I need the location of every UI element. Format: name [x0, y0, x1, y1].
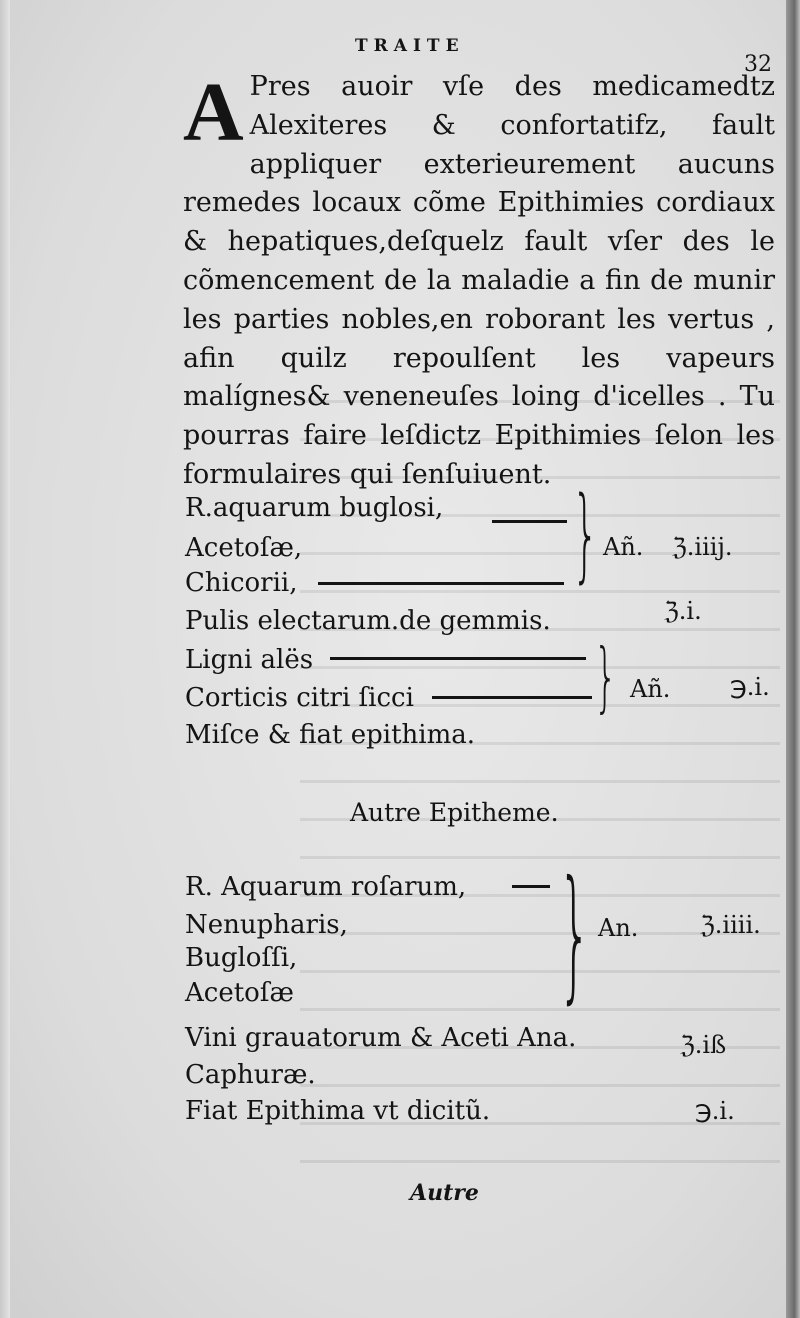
page-right-edge	[786, 0, 800, 1318]
recipe2-line-7: Fiat Epithima vt dicitũ.	[185, 1096, 491, 1126]
recipe2-rule-1	[512, 885, 550, 888]
recipe2-dose-vini: ℨ.iß	[680, 1031, 727, 1059]
recipe2-line-3: Bugloſſi,	[185, 943, 298, 973]
recipe1-rule-1	[492, 520, 567, 523]
recipe1-ana-2: Añ.	[630, 675, 671, 703]
recipe2-dose-1: ℨ.iiii.	[700, 911, 761, 939]
recipe2-ana: An.	[598, 914, 639, 942]
page-left-edge	[0, 0, 10, 1318]
recipe2-line-5: Vini grauatorum & Aceti Ana.	[185, 1023, 577, 1053]
recipe1-line-6: Corticis citri ſicci	[185, 683, 414, 713]
recipe1-line-7: Miſce & fiat epithima.	[185, 720, 476, 750]
recipe1-line-5: Ligni alës	[185, 645, 314, 675]
intro-text: Pres auoir vſe des medicamedtz Alexiteres & confortatifz, fault appliquer exterieurement aucuns remedes locaux cõme Epithimies cordiaux & hepatiques,deſquelz fault vſer des le cõmencement de la maladie a fin de munir les parties nobles,en roborant les vertus , afin quilz repoulſent les vapeurs malígnes& veneneuſes loing d'icelles . Tu pourras faire leſdictz Epithimies ſelon les formulaires qui ſenſuiuent.	[183, 71, 775, 490]
running-title: TRAITE	[355, 36, 465, 56]
recipe2-line-6: Caphuræ.	[185, 1060, 316, 1090]
recipe1-line-1: R.aquarum buglosi,	[185, 493, 444, 523]
recipe1-ana-1: Añ.	[603, 533, 644, 561]
recipe1-line-3: Chicorii,	[185, 568, 298, 598]
recipe1-line-2: Acetoſæ,	[185, 533, 303, 563]
recipe1-brace-2: }	[594, 634, 618, 722]
recipe1-brace-1: }	[572, 475, 599, 595]
recipe1-rule-6	[432, 696, 592, 699]
recipe1-line-4: Pulis electarum.de gemmis.	[185, 606, 551, 636]
intro-paragraph	[183, 68, 775, 495]
recipe1-dose-1: ℨ.iiij.	[672, 533, 733, 561]
recipe1-rule-5	[330, 657, 586, 660]
drop-capital: A	[183, 66, 244, 159]
recipe2-line-1: R. Aquarum roſarum,	[185, 872, 467, 902]
recipe2-line-4: Acetoſæ	[185, 978, 294, 1008]
recipe2-brace: }	[558, 849, 592, 1018]
section-heading: Autre Epitheme.	[350, 798, 559, 827]
recipe1-rule-3	[318, 582, 564, 585]
recipe2-dose-fiat: ℈.i.	[695, 1097, 735, 1125]
recipe1-dose-2: ℈.i.	[730, 673, 770, 701]
recipe2-line-2: Nenupharis,	[185, 910, 348, 940]
catchword: Autre	[410, 1180, 479, 1206]
recipe1-dose-gemmis: ℨ.i.	[664, 597, 702, 625]
page-number: 32	[744, 52, 772, 77]
